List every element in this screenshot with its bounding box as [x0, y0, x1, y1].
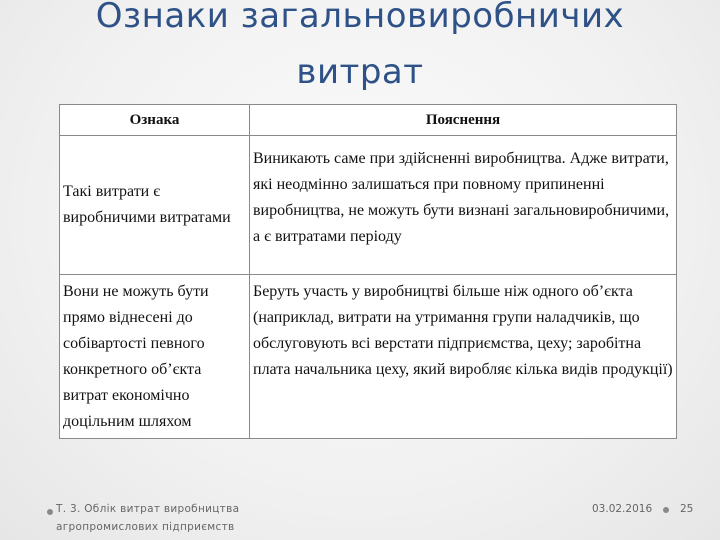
- slide-title: [0, 0, 720, 100]
- table-cell-explanation: [250, 136, 677, 275]
- footer-separator-icon: [663, 507, 669, 513]
- table-row: [60, 275, 677, 439]
- footer-bullet-icon: [47, 509, 53, 515]
- footer-date: 03.02.2016: [592, 503, 653, 515]
- table-row: [60, 136, 677, 275]
- explanation-text: Виникають саме при здійсненні виробництва. Адже витрати, які неодмінно залишаться при повному припиненні виробництва, не можуть бути визнані загальновиробничими, а є витратами періоду: [253, 150, 670, 245]
- table-header-row: [60, 105, 677, 136]
- table-cell-sign: [60, 136, 250, 275]
- sign-text: Вони не можуть бути прямо віднесені до собівартості певного конкретного об’єкта витрат економічно доцільним шляхом: [63, 283, 209, 430]
- page-number: 25: [680, 503, 694, 515]
- slide-title-line2: витрат: [296, 52, 424, 92]
- slide-title-line1: Ознаки загальновиробничих: [95, 0, 625, 36]
- footer-course-title: [56, 500, 316, 536]
- table-cell-sign: [60, 275, 250, 439]
- signs-table: [59, 104, 677, 439]
- footer-course-line2: агропромислових підприємств: [56, 521, 235, 533]
- column-header-explanation: Пояснення: [250, 105, 677, 136]
- column-header-sign: Ознака: [60, 105, 250, 136]
- footer-course-line1: Т. 3. Облік витрат виробництва: [56, 503, 240, 515]
- sign-text: Такі витрати є виробничими витратами: [63, 183, 231, 226]
- table-cell-explanation: [250, 275, 677, 439]
- explanation-text: Беруть участь у виробництві більше ніж одного об’єкта (наприклад, витрати на утримання групи наладчиків, що обслуговують всі верстати підприємства, цеху; заробітна плата начальника цеху, який виробляє кілька видів продукції): [253, 283, 673, 378]
